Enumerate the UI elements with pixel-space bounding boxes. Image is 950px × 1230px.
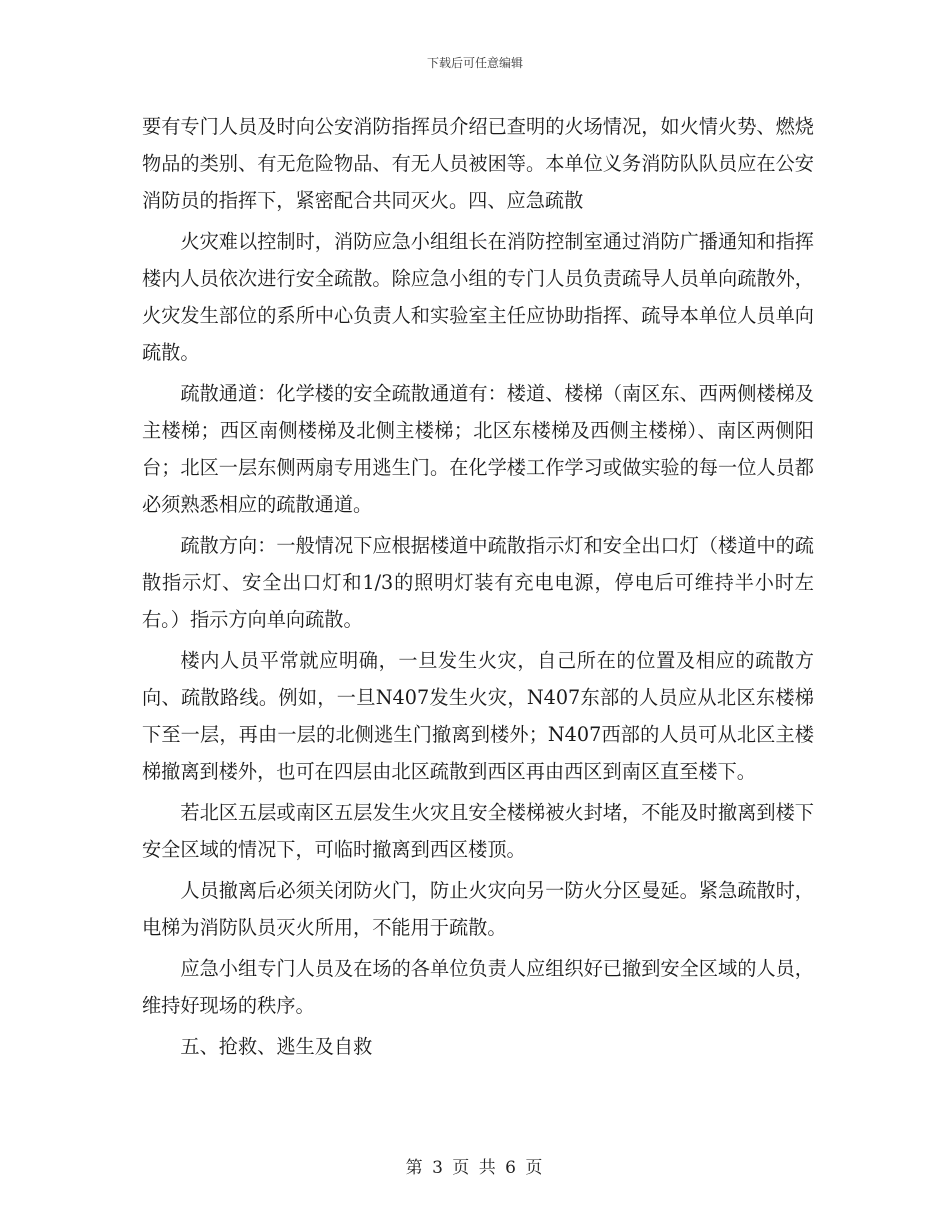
paragraph: 人员撤离后必须关闭防火门，防止火灾向另一防火分区曼延。紧急疏散时，电梯为消防队员灭火所用，不能用于疏散。 — [142, 879, 814, 939]
section-heading: 五、抢救、逃生及自救 — [180, 1035, 373, 1058]
paragraph: 疏散通道：化学楼的安全疏散通道有：楼道、楼梯（南区东、西两侧楼梯及主楼梯；西区南侧楼梯及北侧主楼梯；北区东楼梯及西侧主楼梯）、南区两侧阳台；北区一层东侧两扇专用逃生门。在化学楼工作学习或做实验的每一位人员都必须熟悉相应的疏散通道。 — [142, 382, 814, 516]
paragraph: 若北区五层或南区五层发生火灾且安全楼梯被火封堵，不能及时撤离到楼下安全区域的情况下，可临时撤离到西区楼顶。 — [142, 801, 814, 861]
document-body — [142, 108, 814, 1069]
paragraph: 要有专门人员及时向公安消防指挥员介绍已查明的火场情况，如火情火势、燃烧物品的类别、有无危险物品、有无人员被困等。本单位义务消防队队员应在公安消防员的指挥下，紧密配合共同灭火。四、应急疏散 — [142, 115, 814, 212]
page-header: 下载后可任意编辑 — [426, 56, 523, 70]
page-footer: 第 3 页 共 6 页 — [405, 1158, 545, 1178]
paragraph: 火灾难以控制时，消防应急小组组长在消防控制室通过消防广播通知和指挥楼内人员依次进行安全疏散。除应急小组的专门人员负责疏导人员单向疏散外，火灾发生部位的系所中心负责人和实验室主任应协助指挥、疏导本单位人员单向疏散。 — [142, 230, 814, 364]
paragraph: 应急小组专门人员及在场的各单位负责人应组织好已撤到安全区域的人员，维持好现场的秩序。 — [142, 957, 814, 1017]
paragraph: 疏散方向：一般情况下应根据楼道中疏散指示灯和安全出口灯（楼道中的疏散指示灯、安全出口灯和1/3的照明灯装有充电电源，停电后可维持半小时左右。）指示方向单向疏散。 — [142, 534, 814, 631]
paragraph: 楼内人员平常就应明确，一旦发生火灾，自己所在的位置及相应的疏散方向、疏散路线。例如，一旦N407发生火灾，N407东部的人员应从北区东楼梯下至一层，再由一层的北侧逃生门撤离到楼外；N407西部的人员可从北区主楼梯撤离到楼外，也可在四层由北区疏散到西区再由西区到南区直至楼下。 — [142, 649, 814, 783]
